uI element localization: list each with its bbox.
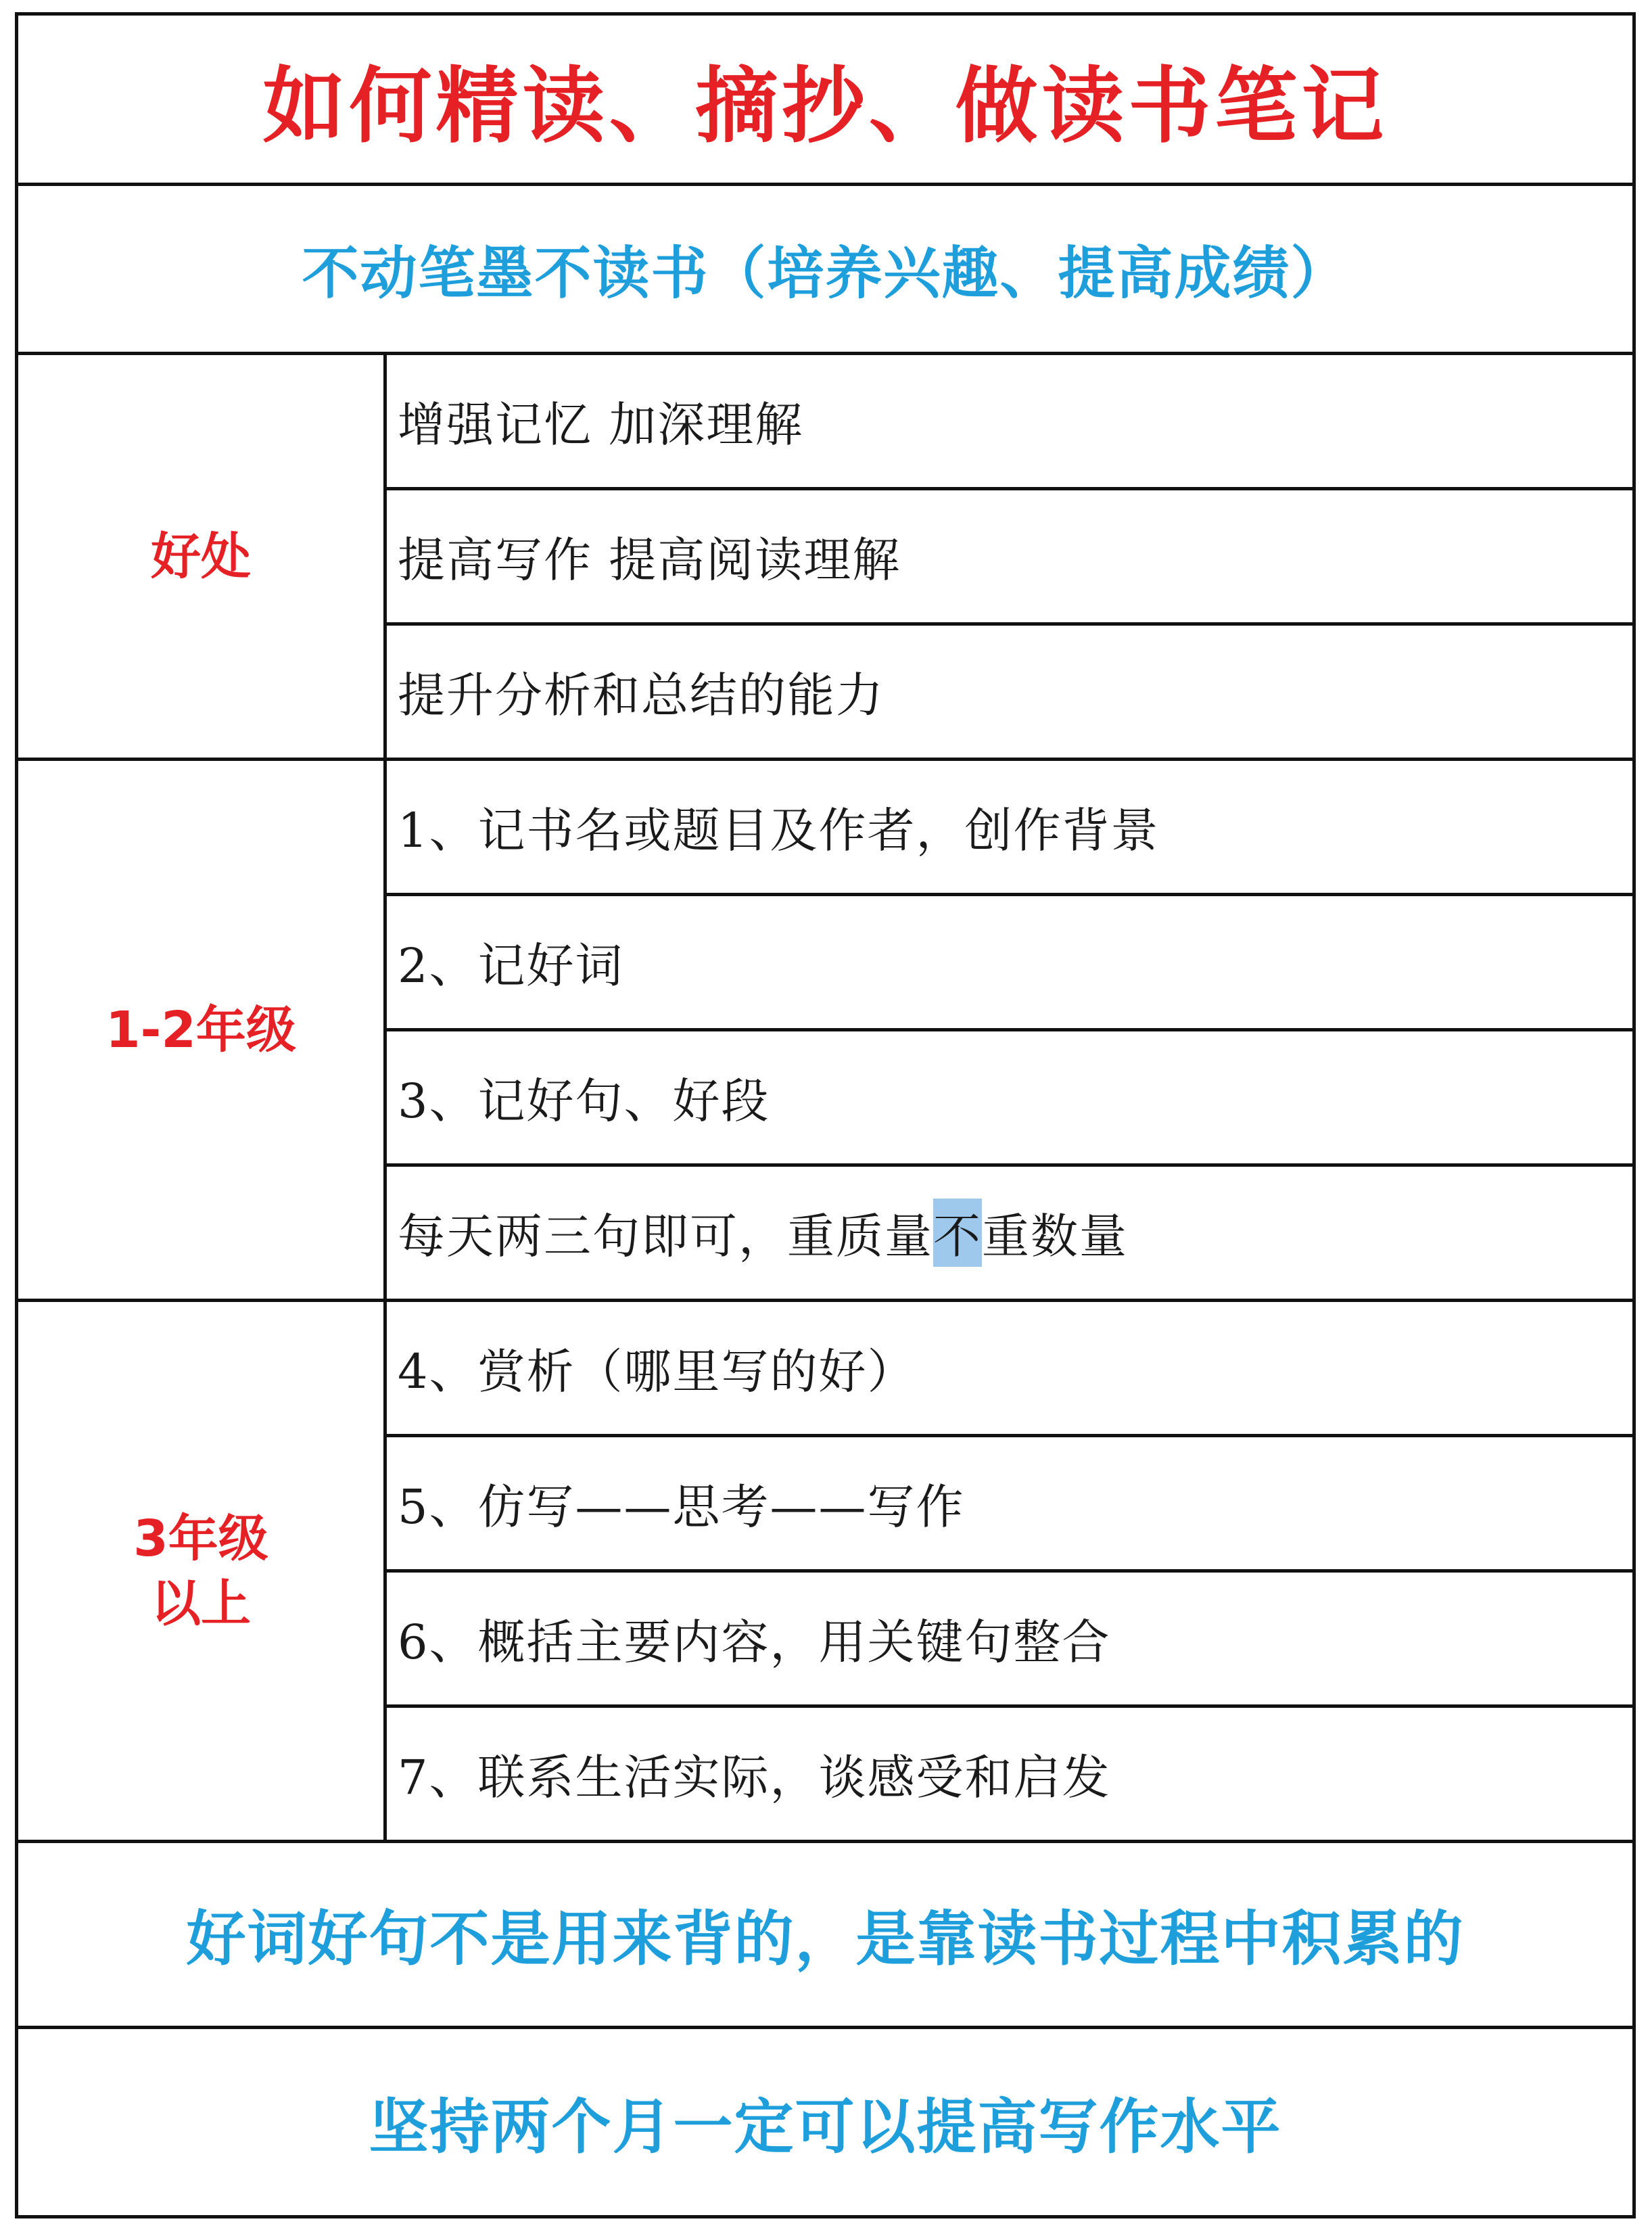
footer-line-2: 坚持两个月一定可以提高写作水平 bbox=[369, 2091, 1282, 2162]
subtitle-banner: 不动笔墨不读书（培养兴趣、提高成绩） bbox=[18, 186, 1632, 355]
grade-1-2-item: 1、记书名或题目及作者，创作背景 bbox=[387, 761, 1632, 896]
grade-3-up-rows bbox=[387, 1302, 1632, 1840]
footer-line-1: 好词好句不是用来背的，是靠读书过程中积累的 bbox=[18, 1843, 1632, 2029]
grade-1-2-item-highlighted bbox=[387, 1167, 1632, 1299]
text-selection-highlight: 不 bbox=[933, 1199, 982, 1267]
section-label-grade-1-2: 1-2年级 bbox=[18, 761, 387, 1299]
benefit-item: 提高写作 提高阅读理解 bbox=[387, 490, 1632, 626]
benefits-rows bbox=[387, 355, 1632, 758]
section-benefits bbox=[18, 355, 1632, 761]
benefit-item: 提升分析和总结的能力 bbox=[398, 668, 884, 723]
section-label-benefits: 好处 bbox=[18, 355, 387, 758]
grade-1-2-item: 3、记好句、好段 bbox=[387, 1031, 1632, 1167]
grade-3-up-item: 7、联系生活实际，谈感受和启发 bbox=[398, 1750, 1111, 1805]
section-label-line: 以上 bbox=[151, 1574, 251, 1633]
section-grade-3-up bbox=[18, 1302, 1632, 1843]
section-label-grade-3-up bbox=[18, 1302, 387, 1840]
grade-3-up-item: 5、仿写——思考——写作 bbox=[387, 1437, 1632, 1573]
grade-3-up-item: 6、概括主要内容，用关键句整合 bbox=[387, 1573, 1632, 1708]
benefit-item: 增强记忆 加深理解 bbox=[387, 355, 1632, 490]
section-grade-1-2 bbox=[18, 761, 1632, 1302]
grade-1-2-rows bbox=[387, 761, 1632, 1299]
page-title: 如何精读、摘抄、做读书笔记 bbox=[18, 16, 1632, 186]
section-label-line: 3年级 bbox=[133, 1509, 268, 1568]
grade-1-2-item: 2、记好词 bbox=[387, 896, 1632, 1031]
reading-notes-sheet bbox=[15, 12, 1636, 2218]
item-text: 重数量 bbox=[982, 1209, 1128, 1264]
grade-3-up-item: 4、赏析（哪里写的好） bbox=[387, 1302, 1632, 1437]
item-text: 每天两三句即可，重质量 bbox=[398, 1209, 933, 1264]
